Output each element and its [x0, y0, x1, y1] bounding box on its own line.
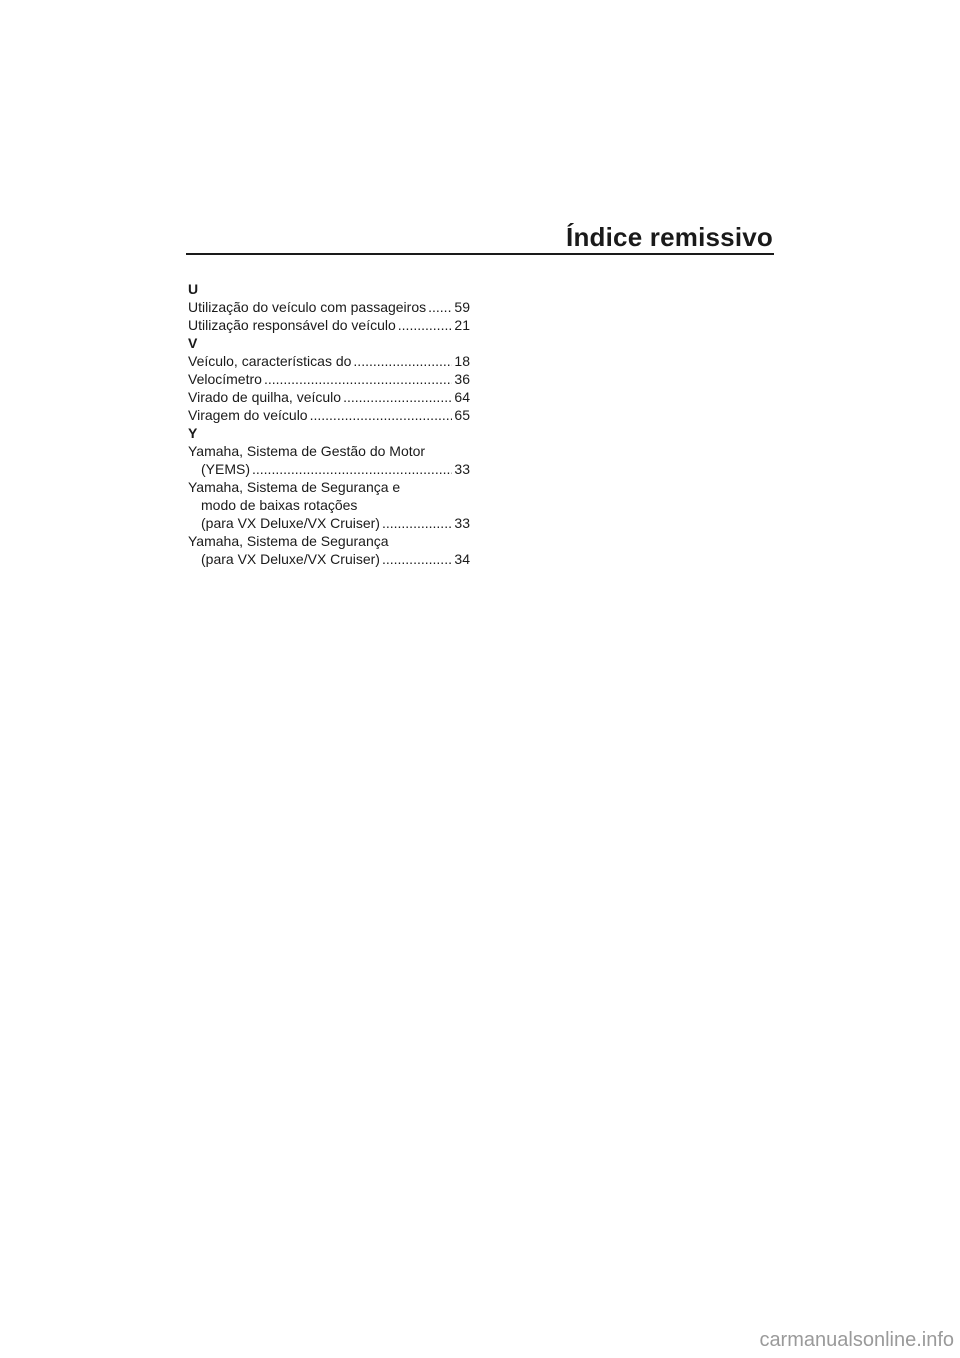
dot-leader: [382, 514, 452, 532]
entry-line: modo de baixas rotações: [201, 497, 358, 513]
dot-leader: [398, 316, 453, 334]
letter-heading-v: V: [188, 335, 198, 351]
index-entry: [188, 298, 470, 316]
entry-page: 64: [454, 389, 470, 405]
entry-page: 59: [454, 299, 470, 315]
index-entry: [188, 388, 470, 406]
entry-line: Yamaha, Sistema de Segurança e: [188, 479, 401, 495]
page-title: Índice remissivo: [566, 222, 773, 252]
entry-page: 18: [454, 353, 470, 369]
index-entry: [188, 550, 470, 568]
index-entry: [188, 370, 470, 388]
entry-label: Utilização responsável do veículo: [188, 317, 396, 333]
entry-label: Virado de quilha, veículo: [188, 389, 342, 405]
index-entry: [188, 316, 470, 334]
entry-label: (YEMS): [201, 461, 250, 477]
dot-leader: [264, 370, 452, 388]
entry-label: (para VX Deluxe/VX Cruiser): [201, 515, 380, 531]
index-entry: [188, 352, 470, 370]
index-entry-multiline: [188, 442, 470, 478]
index-column: [188, 280, 470, 568]
index-entry: [188, 460, 470, 478]
entry-line: Yamaha, Sistema de Gestão do Motor: [188, 443, 426, 459]
entry-page: 33: [454, 515, 470, 531]
dot-leader: [382, 550, 452, 568]
dot-leader: [310, 406, 453, 424]
title-rule: [186, 253, 774, 255]
dot-leader: [343, 388, 452, 406]
index-entry: [188, 514, 470, 532]
index-entry-multiline: [188, 478, 470, 532]
entry-label: (para VX Deluxe/VX Cruiser): [201, 551, 380, 567]
entry-page: 33: [454, 461, 470, 477]
index-entry: [188, 406, 470, 424]
entry-page: 36: [454, 371, 470, 387]
entry-page: 34: [454, 551, 470, 567]
dot-leader: [252, 460, 452, 478]
letter-heading-u: U: [188, 281, 199, 297]
dot-leader: [353, 352, 452, 370]
entry-label: Viragem do veículo: [188, 407, 308, 423]
letter-heading-y: Y: [188, 425, 198, 441]
entry-label: Veículo, características do: [188, 353, 352, 369]
entry-page: 21: [454, 317, 470, 333]
watermark[interactable]: carmanualsonline.info: [759, 1329, 954, 1351]
entry-label: Utilização do veículo com passageiros: [188, 299, 427, 315]
entry-label: Velocímetro: [188, 371, 262, 387]
index-entry-multiline: [188, 532, 470, 568]
dot-leader: [428, 298, 452, 316]
entry-page: 65: [454, 407, 470, 423]
entry-line: Yamaha, Sistema de Segurança: [188, 533, 389, 549]
